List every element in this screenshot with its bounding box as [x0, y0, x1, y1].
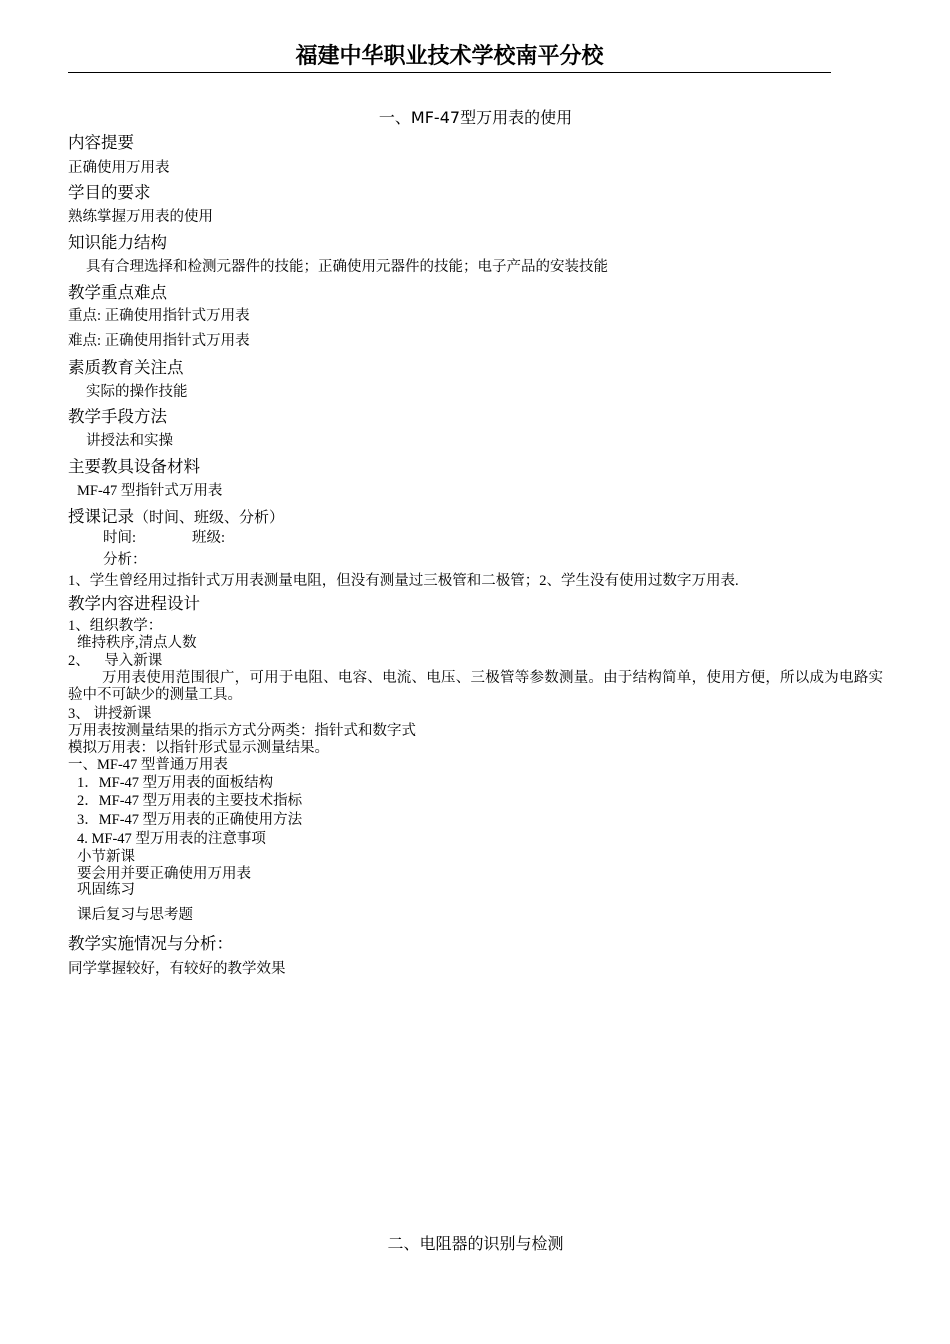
homework-text: 课后复习与思考题	[77, 907, 193, 923]
lesson-title: 一、MF-47型万用表的使用	[378, 108, 573, 127]
difficult-point: 难点: 正确使用指针式万用表	[68, 333, 250, 349]
step1-detail: 维持秩序,清点人数	[77, 635, 197, 651]
content-text: 正确使用万用表	[68, 160, 170, 176]
process-heading: 教学内容进程设计	[68, 594, 200, 613]
materials-text: MF-47 型指针式万用表	[77, 483, 223, 499]
list-item: 3．MF-47 型万用表的正确使用方法	[77, 812, 303, 828]
lesson2-title: 二、电阻器的识别与检测	[387, 1234, 564, 1253]
method-heading: 教学手段方法	[68, 407, 167, 426]
list-item: 1．MF-47 型万用表的面板结构	[77, 775, 274, 791]
analysis-text: 同学掌握较好，有较好的教学效果	[68, 961, 286, 977]
step3: 3、 讲授新课	[68, 706, 152, 722]
summary-text: 要会用并要正确使用万用表	[77, 866, 251, 882]
ability-heading: 知识能力结构	[68, 233, 167, 252]
record-heading-label: 授课记录	[68, 507, 134, 526]
section-title: 一、MF-47 型普通万用表	[68, 757, 228, 773]
list-item: 4. MF-47 型万用表的注意事项	[77, 831, 266, 847]
key-point: 重点: 正确使用指针式万用表	[68, 308, 250, 324]
materials-heading: 主要教具设备材料	[68, 457, 200, 476]
step2-detail: 万用表使用范围很广，可用于电阻、电容、电流、电压、三极管等参数测量。由于结构简单，使用方便，所以成为电路实验中不可缺少的测量工具。	[68, 670, 883, 703]
school-name: 福建中华职业技术学校南平分校	[295, 44, 604, 69]
ability-text: 具有合理选择和检测元器件的技能；正确使用元器件的技能；电子产品的安装技能	[86, 259, 608, 275]
key-heading: 教学重点难点	[68, 283, 167, 302]
summary-heading: 小节新课	[77, 849, 135, 865]
header-rule	[68, 72, 831, 73]
step2: 2、 导入新课	[68, 653, 163, 669]
quality-heading: 素质教育关注点	[68, 358, 184, 377]
step3-line1: 万用表按测量结果的指示方式分两类：指针式和数字式	[68, 723, 416, 739]
list-item: 2．MF-47 型万用表的主要技术指标	[77, 793, 303, 809]
analysis-heading: 教学实施情况与分析：	[68, 934, 233, 953]
record-class: 班级:	[192, 530, 226, 546]
practice-text: 巩固练习	[77, 882, 135, 898]
record-time-class	[103, 529, 225, 547]
method-text: 讲授法和实操	[86, 433, 173, 449]
step1: 1、组织教学：	[68, 618, 163, 634]
goal-text: 熟练掌握万用表的使用	[68, 209, 213, 225]
record-time: 时间:	[103, 530, 137, 546]
goal-heading: 学目的要求	[68, 183, 151, 202]
record-heading	[68, 506, 284, 529]
record-analysis: 分析：	[103, 552, 147, 568]
record-note: 1、学生曾经用过指针式万用表测量电阻，但没有测量过三极管和二极管；2、学生没有使用过数字万用表.	[68, 573, 739, 589]
content-heading: 内容提要	[68, 133, 134, 152]
record-heading-sub: （时间、班级、分析）	[134, 510, 285, 526]
quality-text: 实际的操作技能	[86, 384, 188, 400]
step3-line2: 模拟万用表：以指针形式显示测量结果。	[68, 740, 329, 756]
